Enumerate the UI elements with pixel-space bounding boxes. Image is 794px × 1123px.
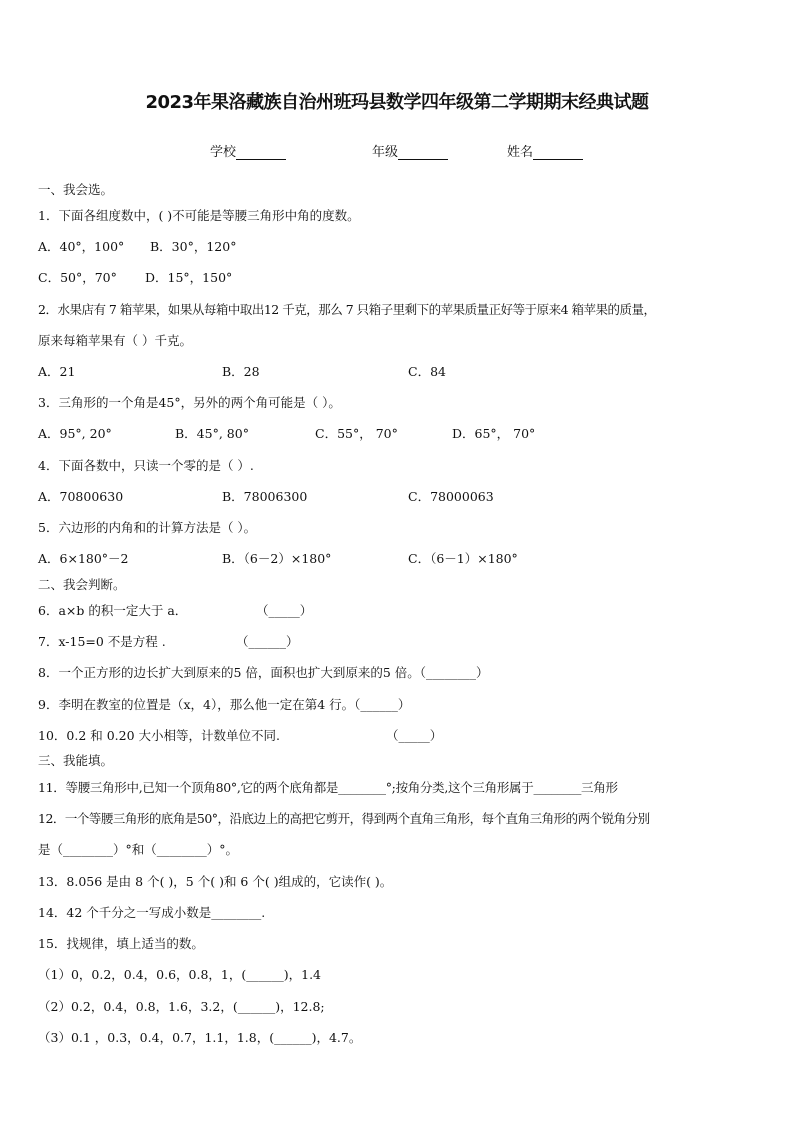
q1-option-d: D．15°，150° [145,270,233,285]
q12-stem-line2: 是（________）°和（________）°。 [38,842,239,857]
grade-label: 年级 [372,145,399,160]
q15-part3: （3）0.1 ，0.3，0.4，0.7，1.1，1.8，(______)，4.7。 [38,1030,362,1045]
section3-heading: 三、我能填。 [38,753,114,768]
q5-option-b: B．（6－2）×180° [222,551,332,566]
q10-answer-blank: （_____） [386,728,443,743]
q3-stem: 3．三角形的一个角是45°，另外的两个角可能是（ ）。 [38,395,341,410]
q5-option-c: C．（6－1）×180° [408,551,518,566]
q5-stem: 5．六边形的内角和的计算方法是（ ）。 [38,520,257,535]
q6-stem: 6．a×b 的积一定大于 a． [38,603,188,618]
q10-stem: 10．0.2 和 0.20 大小相等，计数单位不同. [38,728,281,743]
q15-part2: （2）0.2，0.4，0.8，1.6，3.2，(______)，12.8; [38,999,325,1014]
q4-stem: 4．下面各数中，只读一个零的是（ ）. [38,458,254,473]
q11-stem: 11．等腰三角形中,已知一个顶角80°,它的两个底角都是________°;按角分类,这个三角形属于________三角形 [38,780,618,795]
name-blank [533,145,583,160]
q4-option-b: B．78006300 [222,489,308,504]
q7-answer-blank: （______） [236,634,299,649]
q3-option-c: C．55°， 70° [315,426,398,441]
q4-option-c: C．78000063 [408,489,494,504]
grade-field [372,141,448,160]
q12-stem-line1: 12．一个等腰三角形的底角是50°，沿底边上的高把它剪开，得到两个直角三角形，每个直角三角形的两个锐角分别 [38,811,650,826]
q5-option-a: A．6×180°－2 [38,551,129,566]
q14-stem: 14．42 个千分之一写成小数是________. [38,905,266,920]
q3-option-d: D．65°， 70° [452,426,536,441]
name-field [507,141,583,160]
q1-option-c: C．50°，70° [38,270,117,285]
name-label: 姓名 [507,145,534,160]
q8-stem: 8．一个正方形的边长扩大到原来的5 倍，面积也扩大到原来的5 倍。（________） [38,665,489,680]
q9-stem: 9．李明在教室的位置是（x，4），那么他一定在第4 行。（______） [38,697,411,712]
q15-part1: （1）0，0.2，0.4，0.6，0.8，1，(______)，1.4 [38,967,322,982]
q2-option-c: C．84 [408,364,446,379]
q2-stem-line1: 2．水果店有 7 箱苹果，如果从每箱中取出12 千克，那么 7 只箱子里剩下的苹果质量正好等于原来4 箱苹果的质量， [38,302,656,317]
section1-heading: 一、我会选。 [38,182,114,197]
page-title: 2023年果洛藏族自治州班玛县数学四年级第二学期期末经典试题 [145,92,649,113]
q6-answer-blank: （_____） [256,603,313,618]
school-field [210,141,286,160]
q2-option-b: B．28 [222,364,260,379]
q1-option-a: A．40°，100° [38,239,125,254]
section2-heading: 二、我会判断。 [38,577,126,592]
q3-option-b: B．45°, 80° [175,426,249,441]
q2-option-a: A．21 [38,364,76,379]
q15-stem: 15．找规律，填上适当的数。 [38,936,204,951]
q4-option-a: A．70800630 [38,489,124,504]
grade-blank [398,145,448,160]
q2-stem-line2: 原来每箱苹果有（ ）千克。 [38,333,192,348]
q7-stem: 7．x-15=0 不是方程 . [38,634,166,649]
q3-option-a: A．95°, 20° [38,426,112,441]
q1-stem: 1．下面各组度数中，( )不可能是等腰三角形中角的度数。 [38,208,360,223]
school-blank [236,145,286,160]
q13-stem: 13．8.056 是由 8 个( )，5 个( )和 6 个( )组成的，它读作( )。 [38,874,393,889]
school-label: 学校 [210,145,237,160]
q1-option-b: B．30°，120° [150,239,237,254]
